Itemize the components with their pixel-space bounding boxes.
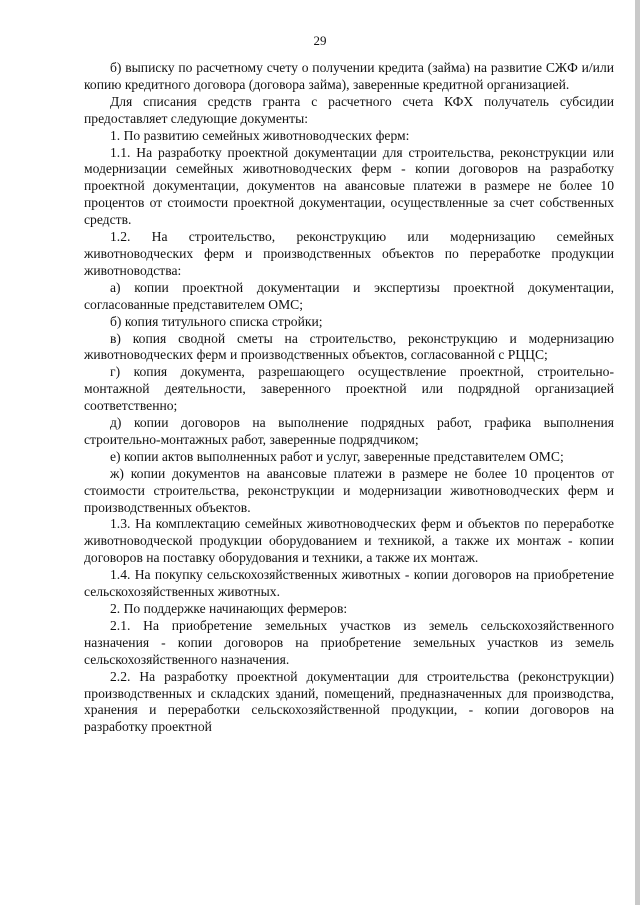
heading-section-1: 1. По развитию семейных животноводческих ферм: [110,127,410,143]
paragraph-extract-b: б) выписку по расчетному счету о получении кредита (займа) на развитие СЖФ и/или копию кредитного договора (договора займа), заверенные кредитной организацией. [84,60,614,92]
list-item-a: а) копии проектной документации и экспертизы проектной документации, согласованные представителем ОМС; [84,279,614,312]
paragraph-1-3: 1.3. На комплектацию семейных животноводческих ферм и объектов по переработке животноводческой продукции оборудованием и техникой, а также их монтаж - копии договоров на поставку оборудования и техники, а также их монтаж. [84,516,614,566]
list-item-g: г) копия документа, разрешающего осуществление проектной, строительно-монтажной деятельности, заверенного проектной или подрядной организацией соответственно; [84,364,614,414]
list-item-v: в) копия сводной сметы на строительство, реконструкцию и модернизацию животноводческих ферм и производственных объектов, согласованной с РЦЦС; [84,330,614,363]
paragraph-2-1: 2.1. На приобретение земельных участков из земель сельскохозяйственного назначения - копии договоров на приобретение земельных участков из земель сельскохозяйственного назначения. [84,617,614,667]
list-item-e: е) копии актов выполненных работ и услуг, заверенные представителем ОМС; [110,448,564,464]
document-body [84,60,614,736]
list-item-zh: ж) копии документов на авансовые платежи в размере не более 10 процентов от стоимости строительства, реконструкции и модернизации животноводческих ферм и производственных объектов. [84,465,614,515]
paragraph-2-2: 2.2. На разработку проектной документации для строительства (реконструкции) производственных и складских зданий, помещений, предназначенных для производства, хранения и переработки сельскохозяйственной продукции, - копии договоров на разработку проектной [84,668,614,735]
page-edge [635,0,640,905]
list-item-d: д) копии договоров на выполнение подрядных работ, графика выполнения строительно-монтажных работ, заверенные подрядчиком; [84,415,614,447]
list-item-b: б) копия титульного списка стройки; [110,313,323,329]
paragraph-1-2: 1.2. На строительство, реконструкцию или модернизацию семейных животноводческих ферм и производственных объектов по переработке продукции животноводства: [84,229,614,278]
paragraph-1-4: 1.4. На покупку сельскохозяйственных животных - копии договоров на приобретение сельскохозяйственных животных. [84,567,614,600]
paragraph-1-1: 1.1. На разработку проектной документации для строительства, реконструкции или модернизации семейных животноводческих ферм - копии договоров на разработку проектной документации, документов на авансовые платежи в размере не более 10 процентов от стоимости проектной документации, осуществленные за счет собственных средств. [84,144,614,228]
page-number: 29 [313,33,327,48]
heading-section-2: 2. По поддержке начинающих фермеров: [110,601,348,616]
paragraph-grant-intro: Для списания средств гранта с расчетного счета КФХ получатель субсидии предоставляет следующие документы: [84,93,614,126]
